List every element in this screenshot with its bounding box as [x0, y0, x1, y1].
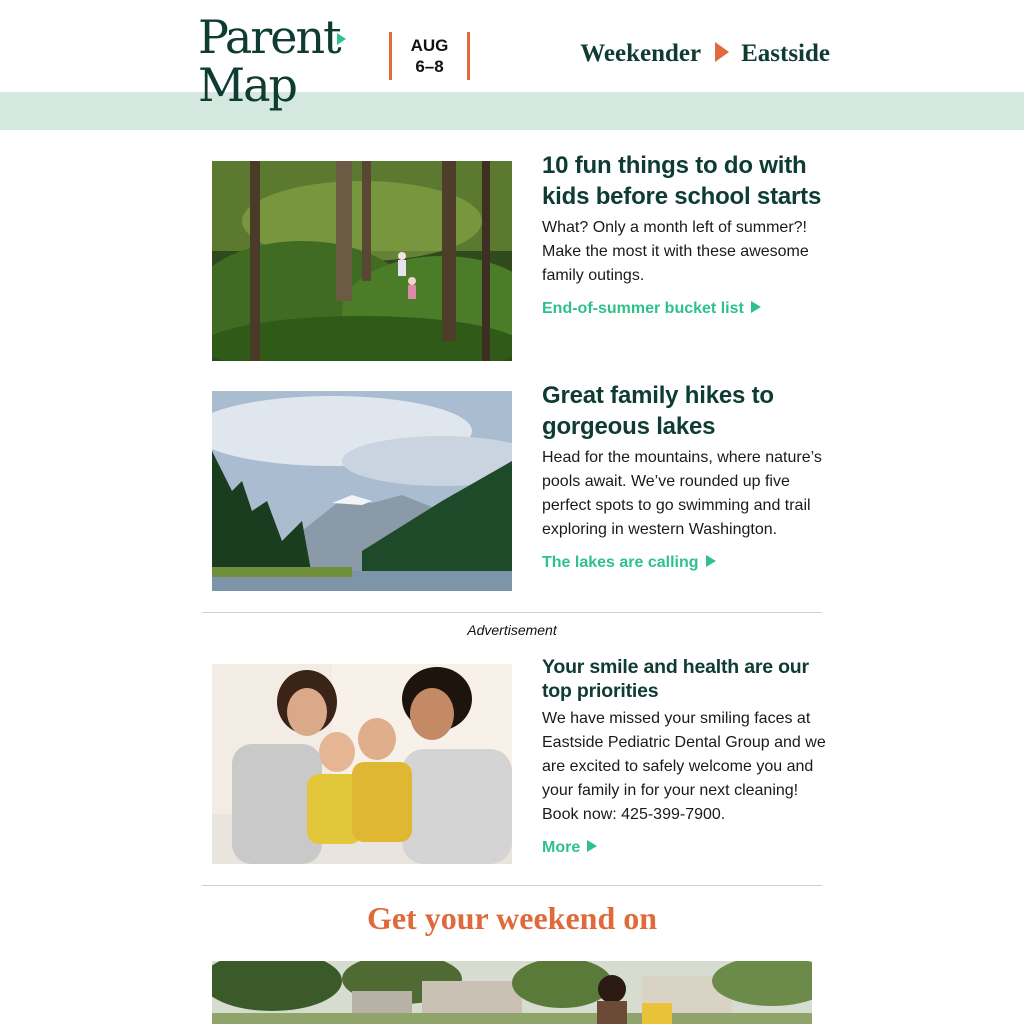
play-triangle-icon	[706, 555, 716, 567]
forest-kids-photo[interactable]	[212, 161, 512, 361]
logo-line-1: Parent	[198, 10, 340, 64]
mountain-lake-photo[interactable]	[212, 391, 512, 591]
date-month: AUG	[410, 36, 449, 55]
play-triangle-icon	[587, 840, 597, 852]
edition-eastside: Eastside	[741, 40, 830, 67]
article-description: What? Only a month left of summer?! Make the most it with these awesome family outings.	[542, 219, 809, 284]
article-link-label: End-of-summer bucket list	[542, 300, 744, 317]
article-link[interactable]	[542, 299, 761, 319]
logo-line-2: Map	[198, 58, 296, 112]
article-card	[542, 150, 827, 319]
article-description: Head for the mountains, where nature’s pools await. We’ve rounded up five perfect spots to go swimming and trail exploring in western Washington.	[542, 449, 822, 538]
date-badge	[389, 32, 470, 80]
play-triangle-icon	[751, 301, 761, 313]
edition-weekender: Weekender	[580, 40, 702, 67]
divider	[202, 885, 822, 886]
advertisement-label: Advertisement	[467, 622, 557, 638]
logo-play-icon	[337, 33, 346, 45]
article-link[interactable]	[542, 553, 716, 573]
family-photo[interactable]	[212, 664, 512, 864]
edition-breadcrumb	[580, 38, 830, 70]
article-title[interactable]: Great family hikes to gorgeous lakes	[542, 382, 774, 440]
ad-title[interactable]: Your smile and health are our top priorities	[542, 656, 809, 702]
backyard-photo[interactable]	[212, 961, 812, 1024]
parentmap-logo[interactable]	[198, 10, 348, 112]
date-range: 6–8	[415, 57, 444, 76]
ad-link-label: More	[542, 839, 581, 856]
article-title[interactable]: 10 fun things to do with kids before school starts	[542, 152, 822, 210]
article-link-label: The lakes are calling	[542, 554, 699, 571]
header-band	[0, 92, 1024, 130]
header	[0, 0, 1024, 112]
ad-card	[542, 655, 827, 858]
ad-more-link[interactable]	[542, 838, 597, 858]
play-triangle-icon	[715, 42, 729, 62]
section-title: Get your weekend on	[366, 900, 658, 936]
divider	[202, 612, 822, 613]
article-card	[542, 380, 827, 573]
ad-description: We have missed your smiling faces at Eastside Pediatric Dental Group and we are excited to safely welcome you and your family in for your next cleaning! Book now: 425-399-7900.	[542, 710, 826, 823]
